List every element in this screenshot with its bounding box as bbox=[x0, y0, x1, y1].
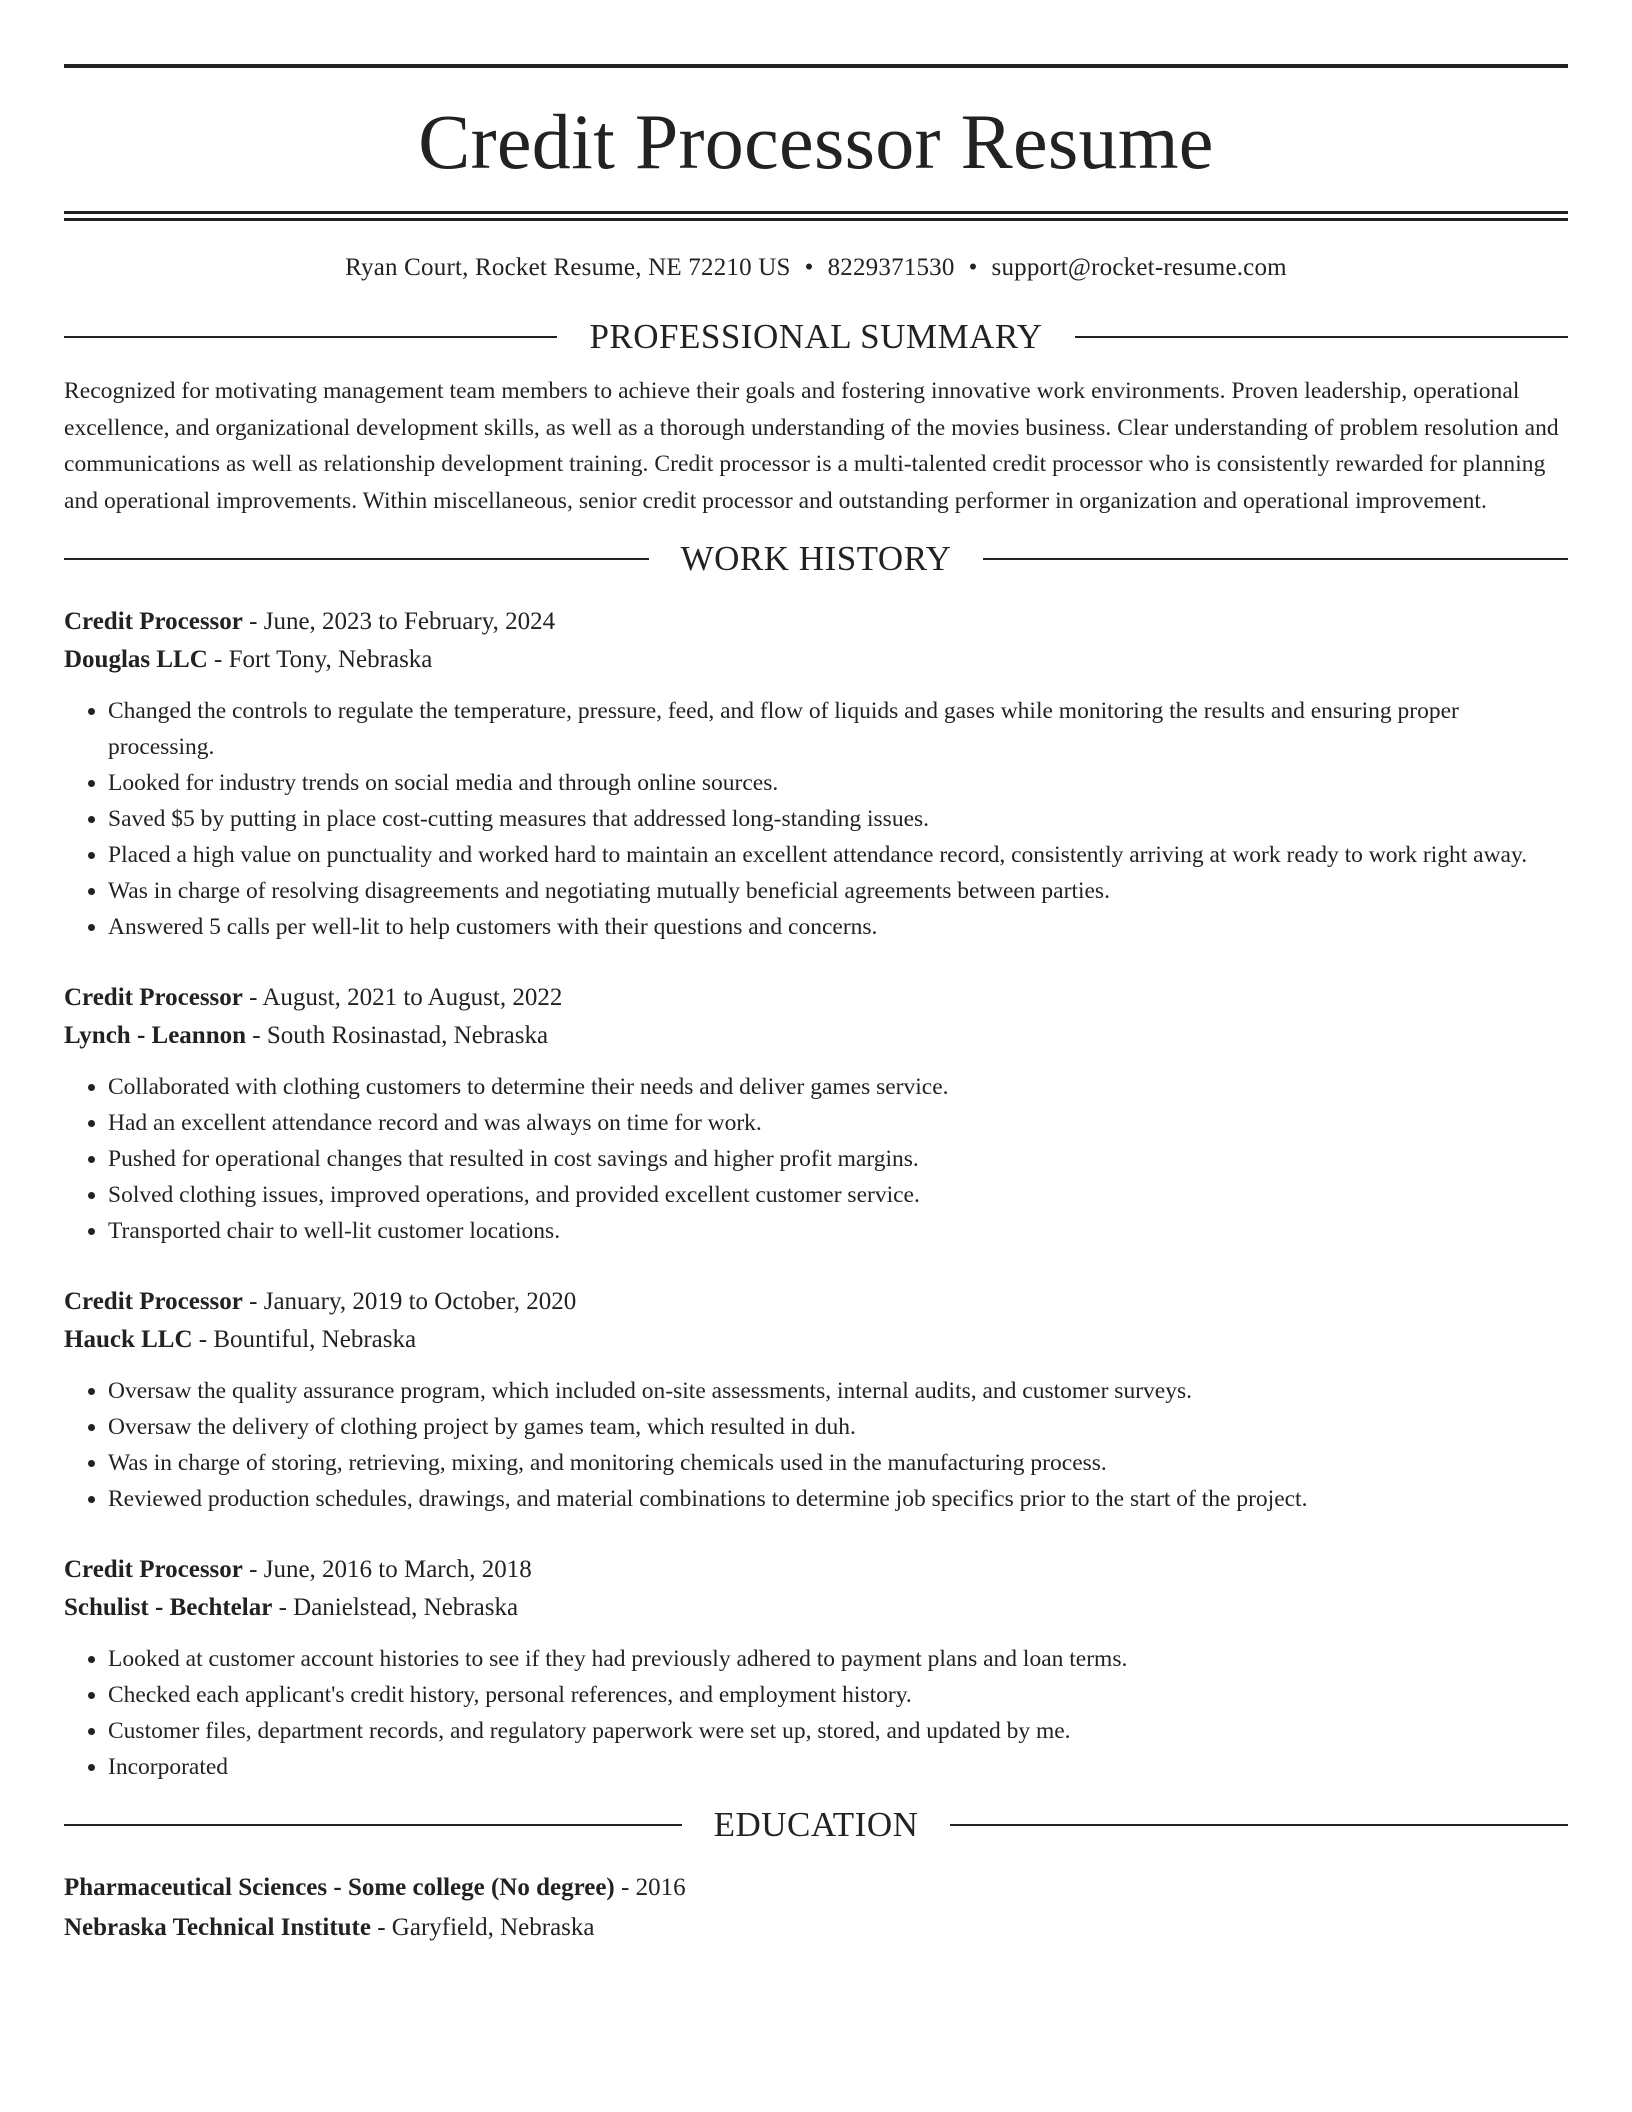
job-bullet: • Customer files, department records, and regulatory paperwork were set up, stored, and updated by me. bbox=[108, 1713, 1568, 1749]
job-entry bbox=[64, 603, 1568, 945]
education-location: - Garyfield, Nebraska bbox=[370, 1914, 595, 1941]
job-title: Credit Processor bbox=[64, 1288, 243, 1315]
job-bullet: • Was in charge of storing, retrieving, mixing, and monitoring chemicals used in the manufacturing process. bbox=[108, 1445, 1568, 1481]
job-bullet: • Was in charge of resolving disagreements and negotiating mutually beneficial agreements between parties. bbox=[108, 873, 1568, 909]
job-company: Schulist - Bechtelar bbox=[64, 1594, 273, 1621]
job-company-line bbox=[64, 1589, 1568, 1627]
job-bullets bbox=[64, 1641, 1568, 1785]
job-bullet: • Pushed for operational changes that resulted in cost savings and higher profit margins. bbox=[108, 1141, 1568, 1177]
education-year: - 2016 bbox=[614, 1874, 686, 1901]
contact-phone: 8229371530 bbox=[827, 254, 955, 281]
job-title-line bbox=[64, 603, 1568, 641]
job-location: - Danielstead, Nebraska bbox=[272, 1594, 519, 1621]
job-dates: - June, 2016 to March, 2018 bbox=[242, 1556, 532, 1583]
contact-separator: • bbox=[804, 254, 814, 281]
job-company: Hauck LLC bbox=[64, 1326, 193, 1353]
page-title: Credit Processor Resume bbox=[418, 98, 1214, 185]
job-bullet: • Reviewed production schedules, drawings, and material combinations to determine job specifics prior to the start of the project. bbox=[108, 1481, 1568, 1517]
heading-rule-left bbox=[64, 1824, 682, 1826]
job-bullet: • Looked at customer account histories to see if they had previously adhered to payment plans and loan terms. bbox=[108, 1641, 1568, 1677]
title-double-rule bbox=[64, 211, 1568, 221]
job-location: - Bountiful, Nebraska bbox=[192, 1326, 417, 1353]
job-title: Credit Processor bbox=[64, 984, 243, 1011]
education-heading-label: EDUCATION bbox=[713, 1805, 919, 1844]
job-bullet: • Placed a high value on punctuality and worked hard to maintain an excellent attendance record, consistently arriving at work ready to work right away. bbox=[108, 837, 1568, 873]
job-title: Credit Processor bbox=[64, 1556, 243, 1583]
resume-page bbox=[64, 64, 1568, 1947]
job-bullet: • Looked for industry trends on social media and through online sources. bbox=[108, 765, 1568, 801]
job-bullet: • Had an excellent attendance record and was always on time for work. bbox=[108, 1105, 1568, 1141]
job-entry bbox=[64, 1551, 1568, 1785]
education-school: Nebraska Technical Institute bbox=[64, 1914, 371, 1941]
job-bullets bbox=[64, 1373, 1568, 1517]
education-entry bbox=[64, 1869, 1568, 1947]
education-degree-line bbox=[64, 1869, 1568, 1907]
heading-rule-right bbox=[983, 558, 1568, 560]
job-company-line bbox=[64, 641, 1568, 679]
job-location: - South Rosinastad, Nebraska bbox=[246, 1022, 549, 1049]
job-dates: - January, 2019 to October, 2020 bbox=[242, 1288, 577, 1315]
job-title: Credit Processor bbox=[64, 608, 243, 635]
job-bullets bbox=[64, 1069, 1568, 1249]
job-bullet: • Transported chair to well-lit customer locations. bbox=[108, 1213, 1568, 1249]
job-bullet: • Oversaw the quality assurance program, which included on-site assessments, internal audits, and customer surveys. bbox=[108, 1373, 1568, 1409]
education-school-line bbox=[64, 1909, 1568, 1947]
job-company-line bbox=[64, 1321, 1568, 1359]
job-title-line bbox=[64, 1551, 1568, 1589]
job-company: Douglas LLC bbox=[64, 646, 208, 673]
work-section-heading bbox=[64, 537, 1568, 581]
job-dates: - June, 2023 to February, 2024 bbox=[242, 608, 556, 635]
work-heading-label: WORK HISTORY bbox=[680, 539, 952, 578]
heading-rule-right bbox=[950, 1824, 1568, 1826]
job-bullets bbox=[64, 693, 1568, 945]
job-bullet: • Collaborated with clothing customers to determine their needs and deliver games service. bbox=[108, 1069, 1568, 1105]
job-entry bbox=[64, 1283, 1568, 1517]
heading-rule-right bbox=[1075, 336, 1568, 338]
contact-line bbox=[64, 251, 1568, 285]
job-company: Lynch - Leannon bbox=[64, 1022, 247, 1049]
job-entry bbox=[64, 979, 1568, 1249]
job-dates: - August, 2021 to August, 2022 bbox=[242, 984, 563, 1011]
job-bullet: • Changed the controls to regulate the temperature, pressure, feed, and flow of liquids and gases while monitoring the results and ensuring proper processing. bbox=[108, 693, 1568, 765]
heading-rule-left bbox=[64, 558, 649, 560]
job-title-line bbox=[64, 979, 1568, 1017]
education-degree: Pharmaceutical Sciences - Some college (No degree) bbox=[64, 1874, 615, 1901]
job-bullet: • Oversaw the delivery of clothing project by games team, which resulted in duh. bbox=[108, 1409, 1568, 1445]
contact-email: support@rocket-resume.com bbox=[991, 254, 1287, 281]
job-bullet: • Incorporated bbox=[108, 1749, 1568, 1785]
job-company-line bbox=[64, 1017, 1568, 1055]
job-bullet: • Saved $5 by putting in place cost-cutting measures that addressed long-standing issues. bbox=[108, 801, 1568, 837]
contact-separator: • bbox=[968, 254, 978, 281]
summary-text: Recognized for motivating management team members to achieve their goals and fostering innovative work environments. Proven leadership, operational excellence, and organizational development skills, as well as a thorough understanding of the movies business. Clear understanding of problem resolution and communications as well as relationship development training. Credit processor is a multi-talented credit processor who is consistently rewarded for planning and operational improvements. Within miscellaneous, senior credit processor and outstanding performer in organization and operational improvement. bbox=[64, 378, 1559, 514]
job-title-line bbox=[64, 1283, 1568, 1321]
contact-address: Ryan Court, Rocket Resume, NE 72210 US bbox=[345, 254, 791, 281]
job-location: - Fort Tony, Nebraska bbox=[207, 646, 433, 673]
top-rule bbox=[64, 64, 1568, 68]
education-section-heading bbox=[64, 1803, 1568, 1847]
heading-rule-left bbox=[64, 336, 557, 338]
job-bullet: • Answered 5 calls per well-lit to help customers with their questions and concerns. bbox=[108, 909, 1568, 945]
job-bullet: • Solved clothing issues, improved operations, and provided excellent customer service. bbox=[108, 1177, 1568, 1213]
job-bullet: • Checked each applicant's credit history, personal references, and employment history. bbox=[108, 1677, 1568, 1713]
summary-section-heading bbox=[64, 315, 1568, 359]
summary-heading-label: PROFESSIONAL SUMMARY bbox=[589, 317, 1043, 356]
